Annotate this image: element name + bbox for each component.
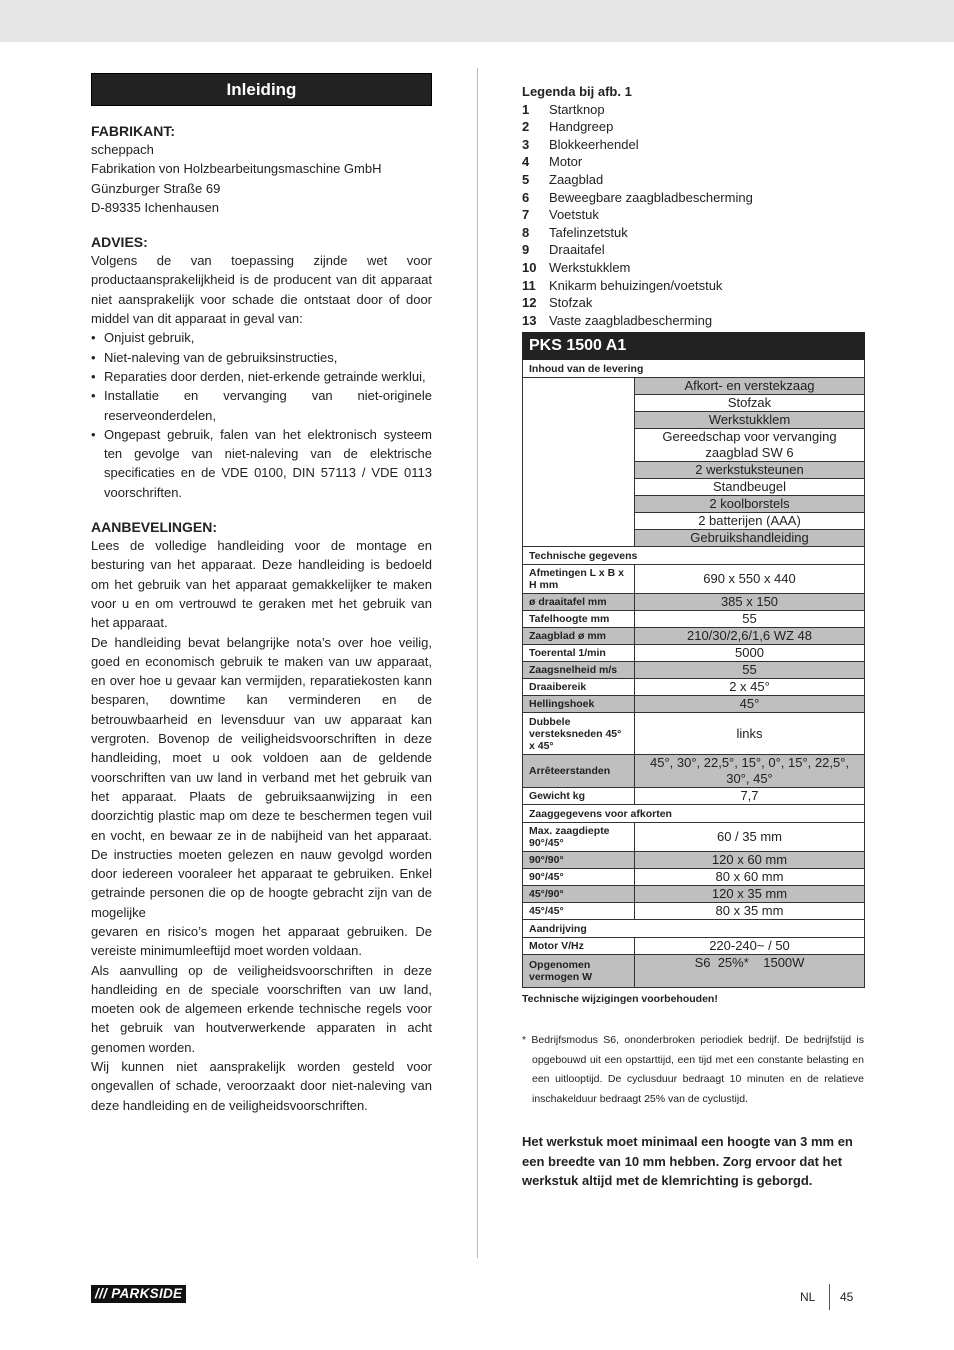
paragraph: Wij kunnen niet aansprakelijk worden gesteld voor ongevallen of schade, veroorzaakt door niet-naleving van deze handleiding en de veiligheidsvoorschriften. bbox=[91, 1059, 432, 1113]
fabrikant-line: D-89335 Ichenhausen bbox=[91, 199, 219, 215]
legend-item bbox=[522, 294, 864, 312]
spec-label: Zaagsnelheid m/s bbox=[523, 662, 635, 679]
advies-intro: Volgens de van toepassing zijnde wet voor productaansprakelijkheid is de producent van dit apparaat niet aansprakelijk voor schade die ontstaat door of door middel van dit apparaat in geval van: bbox=[91, 253, 432, 327]
legend-text: Startknop bbox=[549, 101, 605, 117]
spec-label: Afmetingen L x B x H mm bbox=[523, 565, 635, 594]
spec-value: links bbox=[635, 713, 865, 755]
fabrikant-line: scheppach bbox=[91, 142, 154, 157]
table-title: PKS 1500 A1 bbox=[523, 333, 865, 360]
spec-label: 45°/90° bbox=[523, 886, 635, 903]
spec-value: 80 x 60 mm bbox=[635, 869, 865, 886]
list-item: • Ongepast gebruik, falen van het elektronisch systeem ten gevolge van niet-naleving van de elektrische specificaties en de VDE 0100, DIN 57113 / VDE 0113 voorschriften. bbox=[91, 425, 432, 502]
spec-label: Tafelhoogte mm bbox=[523, 611, 635, 628]
legend-text: Werkstukklem bbox=[549, 259, 631, 275]
spec-value: 120 x 35 mm bbox=[635, 886, 865, 903]
spec-label: Motor V/Hz bbox=[523, 938, 635, 955]
spec-label: Zaagblad ø mm bbox=[523, 628, 635, 645]
delivery-item: Werkstukklem bbox=[635, 412, 865, 429]
delivery-label-cell bbox=[523, 378, 635, 547]
legend-item bbox=[522, 224, 864, 242]
spec-label: Gewicht kg bbox=[523, 788, 635, 805]
list-item: • Installatie en vervanging van niet-originele reserveonderdelen, bbox=[91, 386, 432, 425]
legend-item bbox=[522, 277, 864, 295]
paragraph: De handleiding bevat belangrijke nota’s over hoe veilig, goed en economisch gebruik te maken van uw apparaat, en over hoe u gevaar kan vermijden, reparatiekosten kann besparen, downtime kan verminderen en de betrouwbaarheid en levensduur van uw apparaat kan vergroten. Bovenop de veiligheidsvoorschriften in deze handleiding, moet u ook voldoen aan de geldende voorschriften van uw land in verband met het gebruik van het apparaat. Plaats de gebruiksaanwijzing in een doorzichtig plastic map om deze te beschermen tegen vuil en vocht, en bewaar ze in de nabijheid van het apparaat. De instructies moeten gelezen en nauw gevolgd worden door iedereen vooraleer het apparaat te gebruiken. Enkel getrainde personen die op de hoogte gebracht zijn van de mogelijke bbox=[91, 634, 432, 920]
list-item: • Reparaties door derden, niet-erkende getrainde werklui, bbox=[91, 367, 432, 386]
tech-note: Technische wijzigingen voorbehouden! bbox=[522, 993, 718, 1006]
spec-value: 5000 bbox=[635, 645, 865, 662]
legend-text: Voetstuk bbox=[549, 207, 599, 223]
delivery-heading: Inhoud van de levering bbox=[523, 360, 865, 378]
fabrikant-line: Günzburger Straße 69 bbox=[91, 180, 221, 196]
legend-list bbox=[522, 101, 864, 330]
delivery-item: 2 koolborstels bbox=[635, 496, 865, 513]
legend-title: Legenda bij afb. 1 bbox=[522, 84, 632, 99]
legend-item bbox=[522, 206, 864, 224]
spec-value: 7,7 bbox=[635, 788, 865, 805]
fabrikant-line: Fabrikation von Holzbearbeitungsmaschine GmbH bbox=[91, 161, 382, 177]
legend-item bbox=[522, 312, 864, 330]
legend-text: Motor bbox=[549, 154, 583, 170]
legend-item bbox=[522, 189, 864, 207]
saw-heading: Zaaggegevens voor afkorten bbox=[523, 805, 865, 823]
spec-value: 385 x 150 bbox=[635, 594, 865, 611]
spec-label: Arrêteerstanden bbox=[523, 755, 635, 788]
spec-value: S6 25%* 1500W bbox=[635, 955, 865, 988]
top-bar bbox=[0, 0, 954, 42]
paragraph: Lees de volledige handleiding voor de montage en besturing van het apparaat. Deze handleiding is bedoeld om het gebruik van het apparaat gemakkelijker te maken voor u en om vertrouwd te geraken met het gebruik van het apparaat. bbox=[91, 538, 432, 631]
legend-item bbox=[522, 118, 864, 136]
legend-number: 2 bbox=[522, 119, 530, 135]
spec-label: Max. zaagdiepte 90°/45° bbox=[523, 823, 635, 852]
legend-number: 10 bbox=[522, 259, 537, 275]
spec-value: 690 x 550 x 440 bbox=[635, 565, 865, 594]
legend-number: 6 bbox=[522, 189, 530, 205]
legend-item bbox=[522, 101, 864, 119]
legend-text: Draaitafel bbox=[549, 242, 605, 258]
legend-number: 8 bbox=[522, 224, 530, 240]
spec-label: ø draaitafel mm bbox=[523, 594, 635, 611]
language-code: NL bbox=[800, 1290, 816, 1304]
spec-value: 2 x 45° bbox=[635, 679, 865, 696]
advies-list bbox=[91, 328, 432, 502]
delivery-item: Gebruikshandleiding bbox=[635, 530, 865, 547]
tech-heading: Technische gegevens bbox=[523, 547, 865, 565]
spec-value: 55 bbox=[635, 611, 865, 628]
drive-heading: Aandrijving bbox=[523, 920, 865, 938]
legend-text: Tafelinzetstuk bbox=[549, 224, 628, 240]
fabrikant-heading: FABRIKANT: bbox=[91, 123, 175, 139]
legend-number: 13 bbox=[522, 312, 537, 328]
legend-number: 1 bbox=[522, 101, 530, 117]
legend-item bbox=[522, 259, 864, 277]
paragraph: Als aanvulling op de veiligheidsvoorschriften in deze handleiding en de speciale voorschriften van uw land, moeten ook de algemeen erkende technische regels voor het gebruik van houtverwerkende apparaten in acht genomen worden. bbox=[91, 962, 432, 1055]
spec-value: 120 x 60 mm bbox=[635, 852, 865, 869]
spec-label: Draaibereik bbox=[523, 679, 635, 696]
spec-value: 60 / 35 mm bbox=[635, 823, 865, 852]
spec-label: Hellingshoek bbox=[523, 696, 635, 713]
list-item: • Niet-naleving van de gebruiksinstructies, bbox=[91, 348, 432, 367]
workpiece-notice: Het werkstuk moet minimaal een hoogte van 3 mm en een breedte van 10 mm hebben. Zorg ervoor dat het werkstuk altijd met de klemrichting is geborgd. bbox=[522, 1134, 853, 1188]
legend-item bbox=[522, 171, 864, 189]
footer-divider bbox=[829, 1284, 830, 1310]
spec-label: 90°/90° bbox=[523, 852, 635, 869]
legend-text: Vaste zaagbladbescherming bbox=[549, 312, 713, 328]
paragraph: gevaren en risico’s mogen het apparaat gebruiken. De vereiste minimumleeftijd moet worden voldaan. bbox=[91, 923, 432, 959]
legend-number: 7 bbox=[522, 207, 530, 223]
legend-number: 5 bbox=[522, 171, 530, 187]
spec-label: Opgenomen vermogen W bbox=[523, 955, 635, 988]
spec-label: 45°/45° bbox=[523, 903, 635, 920]
legend-item bbox=[522, 241, 864, 259]
left-column bbox=[91, 73, 432, 1115]
spec-label: Toerental 1/min bbox=[523, 645, 635, 662]
spec-table bbox=[522, 332, 865, 988]
legend-text: Stofzak bbox=[549, 295, 593, 311]
legend-text: Beweegbare zaagbladbescherming bbox=[549, 189, 753, 205]
spec-value: 45° bbox=[635, 696, 865, 713]
footnote: * Bedrijfsmodus S6, ononderbroken periodiek bedrijf. De bedrijfstijd is opgebouwd uit een opstarttijd, een tijd met een constante belasting en een uitlooptijd. De cyclusduur bedraagt 10 minuten en de relatieve inschakelduur bedraagt 25% van de cyclustijd. bbox=[522, 1034, 864, 1105]
spec-label: 90°/45° bbox=[523, 869, 635, 886]
spec-value: 210/30/2,6/1,6 WZ 48 bbox=[635, 628, 865, 645]
spec-value: 45°, 30°, 22,5°, 15°, 0°, 15°, 22,5°, 30°, 45° bbox=[635, 755, 865, 788]
legend-text: Blokkeerhendel bbox=[549, 136, 639, 152]
legend-number: 9 bbox=[522, 242, 530, 258]
spec-value: 220-240~ / 50 bbox=[635, 938, 865, 955]
spec-value: 55 bbox=[635, 662, 865, 679]
legend-number: 11 bbox=[522, 277, 536, 293]
column-divider bbox=[477, 68, 478, 1258]
section-banner: Inleiding bbox=[91, 73, 432, 106]
delivery-item: Gereedschap voor vervanging zaagblad SW 6 bbox=[635, 429, 865, 462]
legend-text: Handgreep bbox=[549, 119, 614, 135]
legend-item bbox=[522, 153, 864, 171]
list-item: • Onjuist gebruik, bbox=[91, 328, 432, 347]
legend-text: Knikarm behuizingen/voetstuk bbox=[549, 277, 723, 293]
aanbevelingen-heading: AANBEVELINGEN: bbox=[91, 519, 218, 536]
legend-text: Zaagblad bbox=[549, 171, 604, 187]
delivery-item: Stofzak bbox=[635, 395, 865, 412]
advies-heading: ADVIES: bbox=[91, 234, 148, 251]
legend-number: 4 bbox=[522, 154, 530, 170]
legend-number: 12 bbox=[522, 295, 537, 311]
delivery-item: 2 werkstuksteunen bbox=[635, 462, 865, 479]
parkside-logo: /// PARKSIDE bbox=[91, 1285, 186, 1303]
legend-number: 3 bbox=[522, 136, 530, 152]
page-number: 45 bbox=[840, 1290, 854, 1304]
right-column bbox=[522, 83, 864, 1190]
legend-item bbox=[522, 136, 864, 154]
spec-label: Dubbele versteksneden 45° x 45° bbox=[523, 713, 635, 755]
delivery-item: 2 batterijen (AAA) bbox=[635, 513, 865, 530]
spec-value: 80 x 35 mm bbox=[635, 903, 865, 920]
delivery-item: Afkort- en verstekzaag bbox=[635, 378, 865, 395]
delivery-item: Standbeugel bbox=[635, 479, 865, 496]
